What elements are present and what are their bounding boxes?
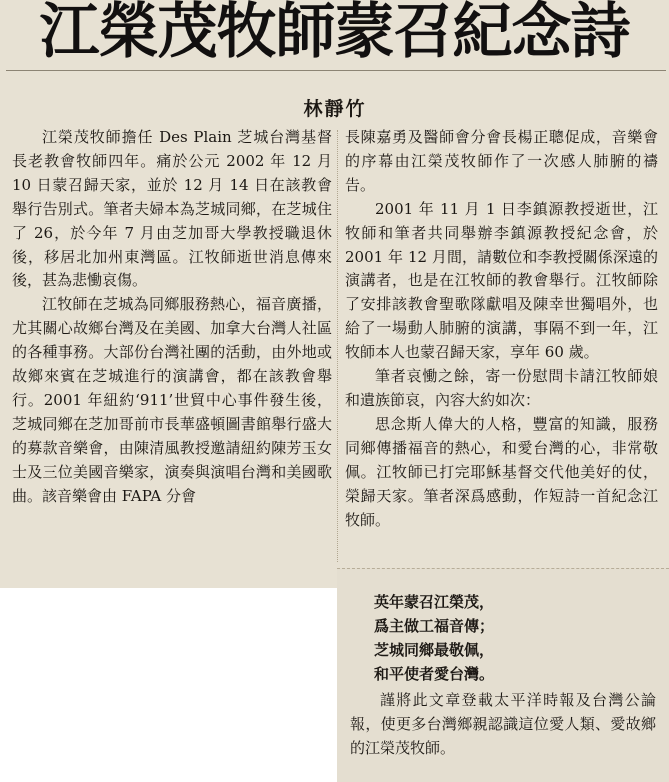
article-author: 林靜竹 (303, 98, 367, 120)
memorial-poem (374, 590, 654, 686)
poem-line: 和平使者愛台灣。 (374, 665, 495, 683)
article-column-left (12, 126, 332, 509)
paragraph: 思念斯人偉大的人格，豐富的知識，服務同鄉傳播福音的熱心，和愛台灣的心，非常敬佩。江牧師已打完耶穌基督交代他美好的仗，榮歸天家。筆者深爲感動，作短詩一首紀念江牧師。 (345, 414, 658, 529)
poem-line: 芝城同鄉最敬佩， (374, 641, 495, 659)
paragraph: 2001 年 11 月 1 日李鎮源教授逝世，江牧師和筆者共同舉辦李鎮源教授紀念會，於 2001 年 12 月間，請數位和李教授關係深遠的演講者，也是在江牧師的教會舉行。江牧師除了安排該教會聖歌隊獻唱及陳幸世獨唱外，也給了一場動人肺腑的演講，事隔不到一年，江牧師本人也蒙召歸天家，享年 60 歲。 (345, 199, 658, 362)
paragraph: 筆者哀慟之餘，寄一份慰問卡請江牧師娘和遺族節哀，內容大約如次： (345, 367, 658, 409)
column-divider (337, 130, 338, 562)
headline-divider (6, 70, 666, 71)
article-column-right (345, 126, 658, 532)
poem-line: 爲主做工福音傳； (374, 617, 495, 635)
closing-paragraph: 謹將此文章登載太平洋時報及台灣公論報，使更多台灣鄉親認識這位愛人類、愛故鄉的江榮茂牧師。 (350, 691, 656, 757)
paragraph-continuation: 長陳嘉勇及醫師會分會長楊正聰促成，音樂會的序幕由江榮茂牧師作了一次感人肺腑的禱告。 (345, 128, 658, 194)
paragraph: 江牧師在芝城為同鄉服務熱心，福音廣播，尤其關心故鄉台灣及在美國、加拿大台灣人社區的各種事務。大部份台灣社團的活動，由外地或故鄉來賓在芝城進行的演講會，都在該教會舉行。2001 年紐約‘911’世貿中心事件發生後，芝城同鄉在芝加哥前市長華盛頓圖書館舉行盛大的募款音樂會，由陳清風教授邀請紐約陳芳玉女士及三位美國音樂家，演奏與演唱台灣和美國歌曲。該音樂會由 FAPA 分會 (12, 295, 332, 505)
paragraph: 江榮茂牧師擔任 Des Plain 芝城台灣基督長老教會牧師四年。痛於公元 2002 年 12 月 10 日蒙召歸天家，並於 12 月 14 日在該教會舉行告別式。筆者夫婦本為芝城同鄉，在芝城住了 26，於今年 7 月由芝加哥大學教授職退休後，移居北加州東灣區。江牧師逝世消息傳來後，甚為悲慟哀傷。 (12, 128, 332, 290)
poem-line: 英年蒙召江榮茂， (374, 593, 495, 611)
article-headline: 江榮茂牧師蒙召紀念詩 (39, 0, 630, 67)
